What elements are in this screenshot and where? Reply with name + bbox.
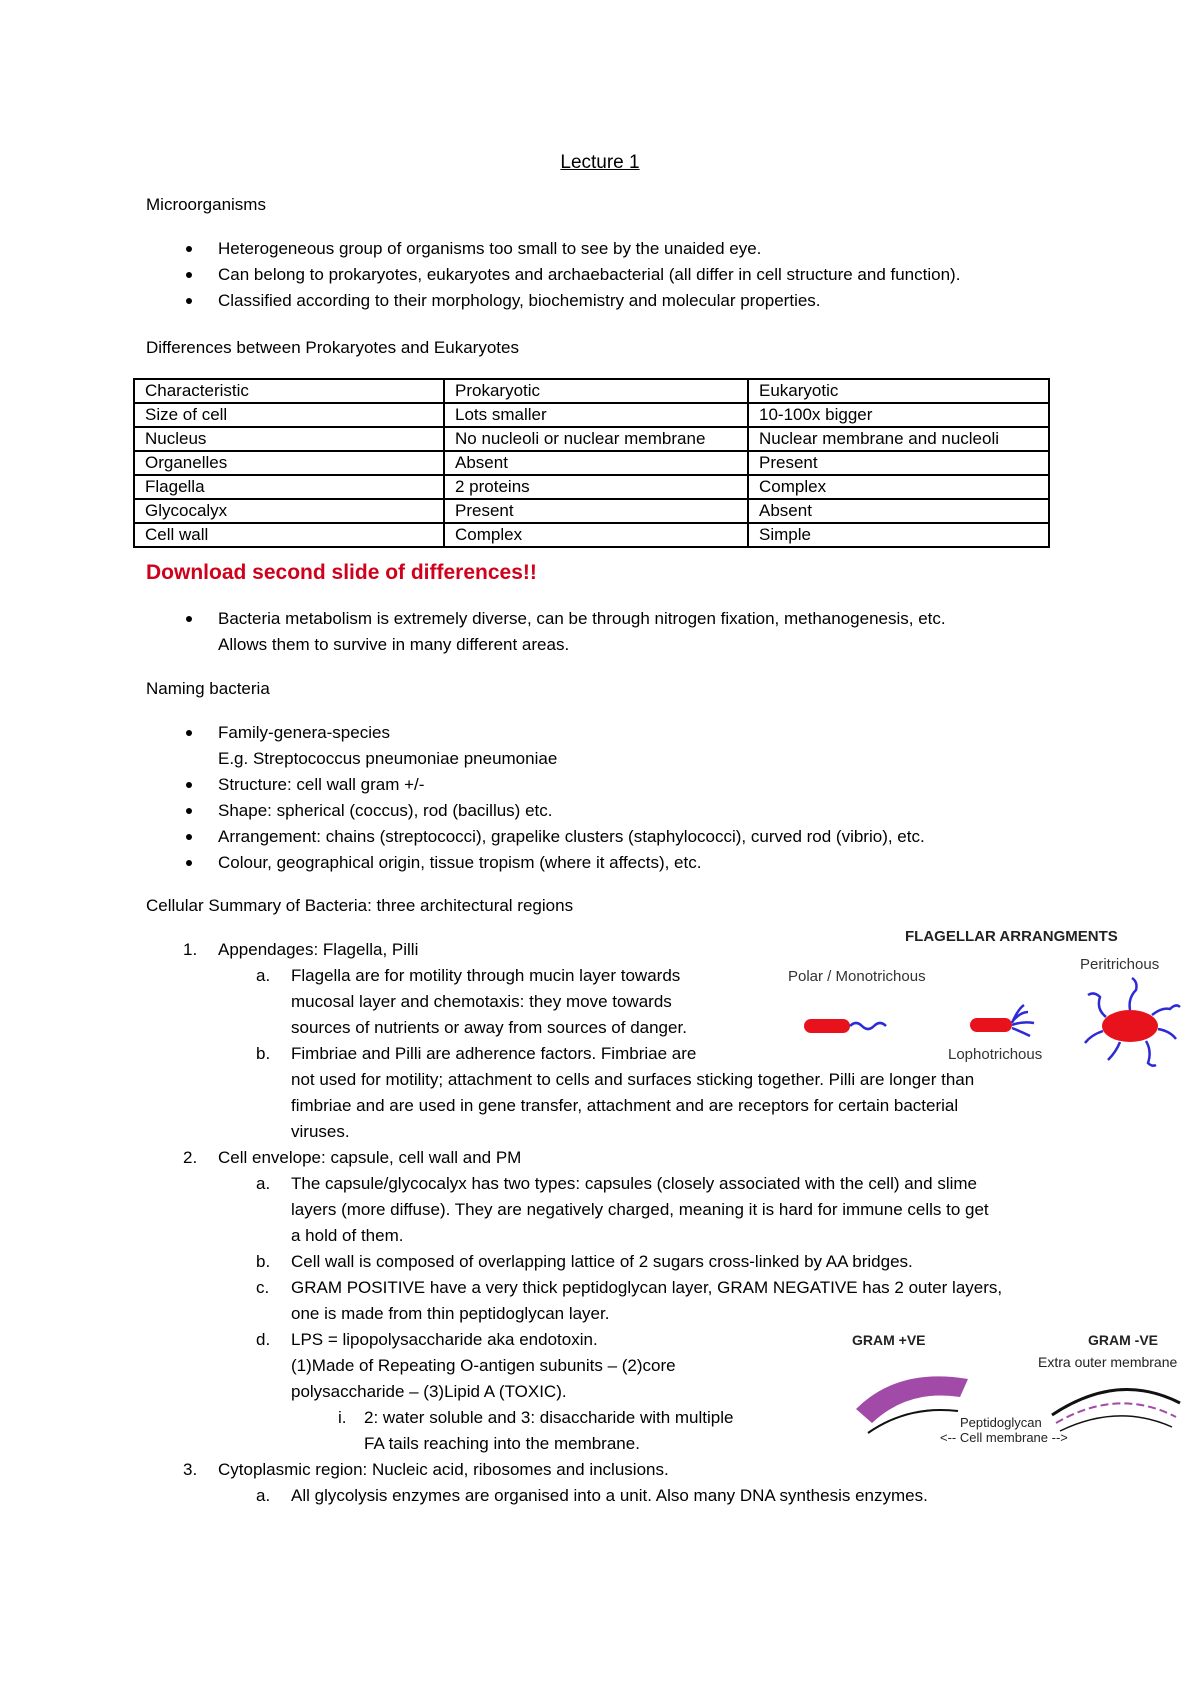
list-letter: d. xyxy=(256,1330,271,1349)
list-letter: a. xyxy=(256,966,271,985)
download-note: Download second slide of differences!! xyxy=(146,561,537,584)
label-gram-negative: GRAM -VE xyxy=(1088,1332,1158,1348)
table-cell: Absent xyxy=(748,499,1049,523)
naming-example: E.g. Streptococcus pneumoniae pneumoniae xyxy=(218,749,558,768)
text-line: Cell wall is composed of overlapping lattice of 2 sugars cross-linked by AA bridges. xyxy=(291,1252,913,1271)
table-cell: Simple xyxy=(748,523,1049,547)
peptidoglycan-line xyxy=(1056,1403,1176,1423)
label-cell-membrane: <-- Cell membrane --> xyxy=(940,1430,1068,1445)
naming-list xyxy=(146,720,1066,876)
text-line: polysaccharide – (3)Lipid A (TOXIC). xyxy=(291,1382,567,1401)
text-line: a hold of them. xyxy=(291,1226,404,1245)
list-item: Arrangement: chains (streptococci), grapelike clusters (staphylococci), curved rod (vibrio), etc. xyxy=(146,824,1066,850)
table-cell: No nucleoli or nuclear membrane xyxy=(444,427,748,451)
figure-title: FLAGELLAR ARRANGMENTS xyxy=(905,928,1118,945)
text-line: GRAM POSITIVE have a very thick peptidoglycan layer, GRAM NEGATIVE has 2 outer layers, xyxy=(291,1278,1003,1297)
table-cell: Present xyxy=(444,499,748,523)
text-line: sources of nutrients or away from sources of danger. xyxy=(291,1018,687,1037)
table-row xyxy=(134,451,1049,475)
table-cell: Glycocalyx xyxy=(134,499,444,523)
table-header-row xyxy=(134,379,1049,403)
label-outer-membrane: Extra outer membrane xyxy=(1038,1354,1178,1370)
label-gram-positive: GRAM +VE xyxy=(852,1332,926,1348)
gram-positive-wall xyxy=(856,1376,968,1423)
table-row xyxy=(134,499,1049,523)
text-line: Fimbriae and Pilli are adherence factors. Fimbriae are xyxy=(291,1044,697,1063)
table-row xyxy=(134,427,1049,451)
table-cell: Cell wall xyxy=(134,523,444,547)
table-cell: 2 proteins xyxy=(444,475,748,499)
text-line: LPS = lipopolysaccharide aka endotoxin. xyxy=(291,1330,598,1349)
table-cell: Present xyxy=(748,451,1049,475)
text-line: fimbriae and are used in gene transfer, attachment and are receptors for certain bacterial xyxy=(291,1096,959,1115)
list-number: 3. xyxy=(183,1460,198,1479)
differences-table xyxy=(133,378,1050,548)
section-title: Cytoplasmic region: Nucleic acid, ribosomes and inclusions. xyxy=(218,1460,669,1479)
monotrichous-cell xyxy=(804,1019,850,1033)
text-line: The capsule/glycocalyx has two types: capsules (closely associated with the cell) and slime xyxy=(291,1174,977,1193)
lophotrichous-cell xyxy=(970,1018,1012,1032)
list-item xyxy=(146,720,1066,772)
section-title: Cell envelope: capsule, cell wall and PM xyxy=(218,1148,522,1167)
table-cell: Flagella xyxy=(134,475,444,499)
metabolism-list xyxy=(146,606,1066,632)
list-number: 2. xyxy=(183,1148,198,1167)
text-line: viruses. xyxy=(291,1122,350,1141)
metabolism-continuation: Allows them to survive in many different areas. xyxy=(218,635,570,654)
heading-cellular: Cellular Summary of Bacteria: three architectural regions xyxy=(146,896,574,915)
label-peritrichous: Peritrichous xyxy=(1080,956,1160,973)
text-line: layers (more diffuse). They are negatively charged, meaning it is hard for immune cells to get xyxy=(291,1200,989,1219)
naming-family: Family-genera-species xyxy=(218,723,390,742)
table-cell: 10-100x bigger xyxy=(748,403,1049,427)
table-cell: Nuclear membrane and nucleoli xyxy=(748,427,1049,451)
table-header: Eukaryotic xyxy=(748,379,1049,403)
text-line: (1)Made of Repeating O-antigen subunits – (2)core xyxy=(291,1356,676,1375)
microorganisms-list xyxy=(146,236,1066,314)
label-lophotrichous: Lophotrichous xyxy=(948,1046,1043,1063)
text-line: All glycolysis enzymes are organised into a unit. Also many DNA synthesis enzymes. xyxy=(291,1486,928,1505)
table-cell: Nucleus xyxy=(134,427,444,451)
list-item xyxy=(146,606,1066,632)
list-item: Heterogeneous group of organisms too small to see by the unaided eye. xyxy=(146,236,1066,262)
list-item: Shape: spherical (coccus), rod (bacillus) etc. xyxy=(146,798,1066,824)
list-item: Classified according to their morphology, biochemistry and molecular properties. xyxy=(146,288,1066,314)
table-cell: Lots smaller xyxy=(444,403,748,427)
table-row xyxy=(134,523,1049,547)
table-cell: Complex xyxy=(444,523,748,547)
peritrichous-cell xyxy=(1102,1010,1158,1042)
text-line: one is made from thin peptidoglycan layer. xyxy=(291,1304,610,1323)
text-line: Flagella are for motility through mucin layer towards xyxy=(291,966,681,985)
section-title: Appendages: Flagella, Pilli xyxy=(218,940,419,959)
table-header: Prokaryotic xyxy=(444,379,748,403)
list-number: 1. xyxy=(183,940,198,959)
metabolism-line: Bacteria metabolism is extremely diverse, can be through nitrogen fixation, methanogenesis, etc. xyxy=(218,609,946,628)
text-line: not used for motility; attachment to cells and surfaces sticking together. Pilli are longer than xyxy=(291,1070,975,1089)
text-line: mucosal layer and chemotaxis: they move towards xyxy=(291,992,672,1011)
table-cell: Absent xyxy=(444,451,748,475)
gram-negative-membrane xyxy=(1060,1416,1172,1431)
list-letter: a. xyxy=(256,1174,271,1193)
list-item: Can belong to prokaryotes, eukaryotes and archaebacterial (all differ in cell structure and function). xyxy=(146,262,1066,288)
list-item: Colour, geographical origin, tissue tropism (where it affects), etc. xyxy=(146,850,1066,876)
gram-figure xyxy=(848,1327,1200,1447)
page-title: Lecture 1 xyxy=(560,152,640,173)
flagellar-arrangements-figure xyxy=(780,925,1200,1075)
list-letter: b. xyxy=(256,1252,271,1271)
list-letter: c. xyxy=(256,1278,270,1297)
label-peptidoglycan: Peptidoglycan xyxy=(960,1415,1042,1430)
flagella-tuft xyxy=(1012,1005,1034,1036)
heading-differences: Differences between Prokaryotes and Eukaryotes xyxy=(146,338,519,357)
text-line: 2: water soluble and 3: disaccharide with multiple xyxy=(364,1408,734,1427)
table-cell: Size of cell xyxy=(134,403,444,427)
table-cell: Organelles xyxy=(134,451,444,475)
table-row xyxy=(134,403,1049,427)
list-letter: a. xyxy=(256,1486,271,1505)
table-row xyxy=(134,475,1049,499)
single-flagellum xyxy=(850,1023,886,1029)
label-polar: Polar / Monotrichous xyxy=(788,968,926,985)
text-line: FA tails reaching into the membrane. xyxy=(364,1434,640,1453)
list-roman: i. xyxy=(338,1408,347,1427)
list-item: Structure: cell wall gram +/- xyxy=(146,772,1066,798)
table-header: Characteristic xyxy=(134,379,444,403)
table-cell: Complex xyxy=(748,475,1049,499)
list-letter: b. xyxy=(256,1044,271,1063)
heading-microorganisms: Microorganisms xyxy=(146,195,266,214)
heading-naming: Naming bacteria xyxy=(146,679,270,698)
